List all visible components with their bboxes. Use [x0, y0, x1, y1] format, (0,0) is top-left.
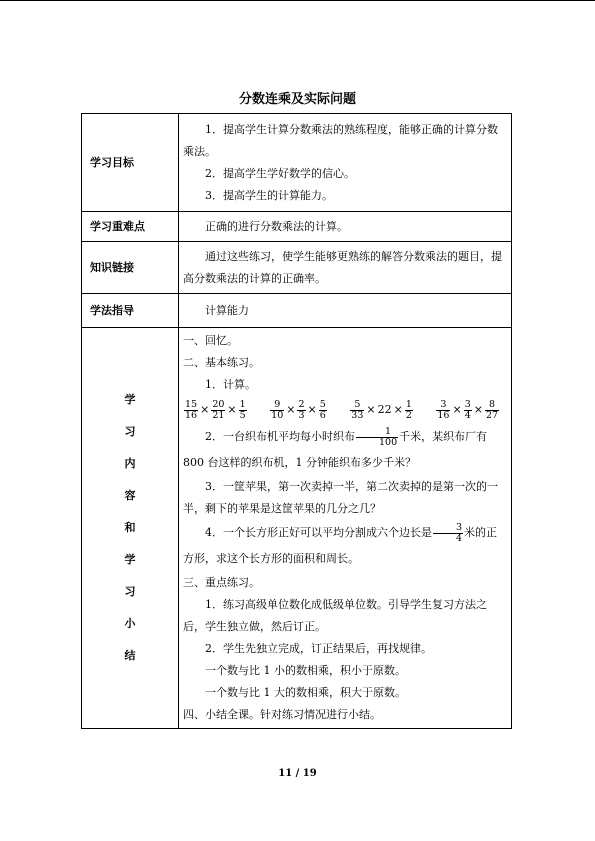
vertical-label-char: 结: [124, 649, 136, 662]
page-number: 11 / 19: [278, 768, 317, 779]
vertical-label-char: 和: [124, 521, 136, 534]
section-basic: 二、基本练习。: [183, 356, 260, 369]
cell-goals: [179, 114, 512, 212]
links-text: 通过这些练习，使学生能够更熟练的解答分数乘法的题目，提高分数乘法的计算的正确率。: [183, 249, 502, 285]
lesson-plan-table: [81, 113, 512, 729]
goal-item: 3．提高学生的计算能力。: [205, 188, 333, 202]
calc-heading: 1．计算。: [205, 378, 256, 391]
integer-operand: 22: [377, 403, 392, 416]
vertical-label-char: 小: [124, 617, 136, 630]
row-key: [82, 212, 512, 242]
fraction: $\frac{9}{10}$: [271, 398, 284, 421]
goal-item: 2．提高学生学好数学的信心。: [205, 166, 355, 180]
fraction: $\frac{1}{2}$: [405, 398, 412, 421]
expression-4: $\frac{3}{16}$ × $\frac{3}{4}$ × $\frac{8}{27}$: [437, 398, 499, 421]
question-3: 3．一筐苹果，第一次卖掉一半，第二次卖掉的是第一次的一半，剩下的苹果是这筐苹果的几分之几？: [183, 480, 498, 515]
label-method: 学法指导: [82, 294, 179, 328]
vertical-label-char: 内: [124, 457, 136, 470]
question-2: 2．一台织布机平均每小时织布 $\frac{1}{100}$ 千米，某织布厂有 800 台这样的织布机，1 分钟能织布多少千米？: [183, 425, 488, 469]
fraction: $\frac{5}{6}$: [319, 398, 326, 421]
fraction: $\frac{15}{16}$: [185, 398, 198, 421]
vertical-label-char: 学: [124, 393, 136, 406]
vertical-label-char: 学: [124, 553, 136, 566]
fraction: $\frac{8}{27}$: [485, 398, 499, 421]
method-text: 计算能力: [205, 303, 249, 317]
cell-content: [179, 328, 512, 729]
fraction: $\frac{1}{5}$: [239, 398, 246, 421]
row-links: [82, 242, 512, 294]
fraction: $\frac{1}{100}$: [356, 427, 398, 448]
section-summary: 四、小结全课。针对练习情况进行小结。: [183, 708, 381, 721]
section-focus: 三、重点练习。: [183, 576, 260, 589]
key-text: 正确的进行分数乘法的计算。: [205, 219, 348, 233]
fraction: $\frac{20}{21}$: [212, 398, 225, 421]
expression-1: $\frac{15}{16}$ × $\frac{20}{21}$ × $\frac{1}{5}$: [185, 398, 246, 421]
label-key: 学习重难点: [82, 212, 179, 242]
focus-rule-2: 一个数与比 1 大的数相乘，积大于原数。: [205, 686, 406, 699]
cell-key: [179, 212, 512, 242]
fraction: $\frac{2}{3}$: [298, 398, 305, 421]
focus-rule-1: 一个数与比 1 小的数相乘，积小于原数。: [205, 664, 406, 677]
fraction: $\frac{3}{4}$: [433, 523, 463, 544]
label-content-vertical: [82, 328, 179, 729]
question-4: 4．一个长方形正好可以平均分割成六个边长是 $\frac{3}{4}$ 米的正方形，求这个长方形的面积和周长。: [183, 521, 498, 565]
goal-item: 1．提高学生计算分数乘法的熟练程度，能够正确的计算分数乘法。: [183, 122, 498, 158]
row-method: [82, 294, 512, 328]
cell-links: [179, 242, 512, 294]
vertical-label-char: 习: [124, 585, 136, 598]
page-title: 分数连乘及实际问题: [238, 92, 356, 107]
expression-3: $\frac{5}{33}$ × 22 × $\frac{1}{2}$: [349, 396, 414, 424]
cell-method: [179, 294, 512, 328]
section-review: 一、回忆。: [183, 334, 238, 347]
row-goals: [82, 114, 512, 212]
label-goals: 学习目标: [82, 114, 179, 212]
fraction: $\frac{3}{16}$: [437, 398, 450, 421]
fraction: $\frac{5}{33}$: [351, 398, 364, 421]
label-links: 知识链接: [82, 242, 179, 294]
row-content: [82, 328, 512, 729]
vertical-label-char: 容: [124, 489, 136, 502]
focus-item-2: 2．学生先独立完成，订正结果后，再找规律。: [205, 642, 432, 655]
calc-expressions: [183, 396, 505, 424]
expression-2: $\frac{9}{10}$ × $\frac{2}{3}$ × $\frac{5}{6}$: [271, 398, 326, 421]
fraction: $\frac{3}{4}$: [464, 398, 471, 421]
vertical-label-char: 习: [124, 425, 136, 438]
page-top-rule: [0, 0, 595, 1]
focus-item-1: 1．练习高级单位数化成低级单位数。引导学生复习方法之后，学生独立做，然后订正。: [183, 598, 487, 633]
